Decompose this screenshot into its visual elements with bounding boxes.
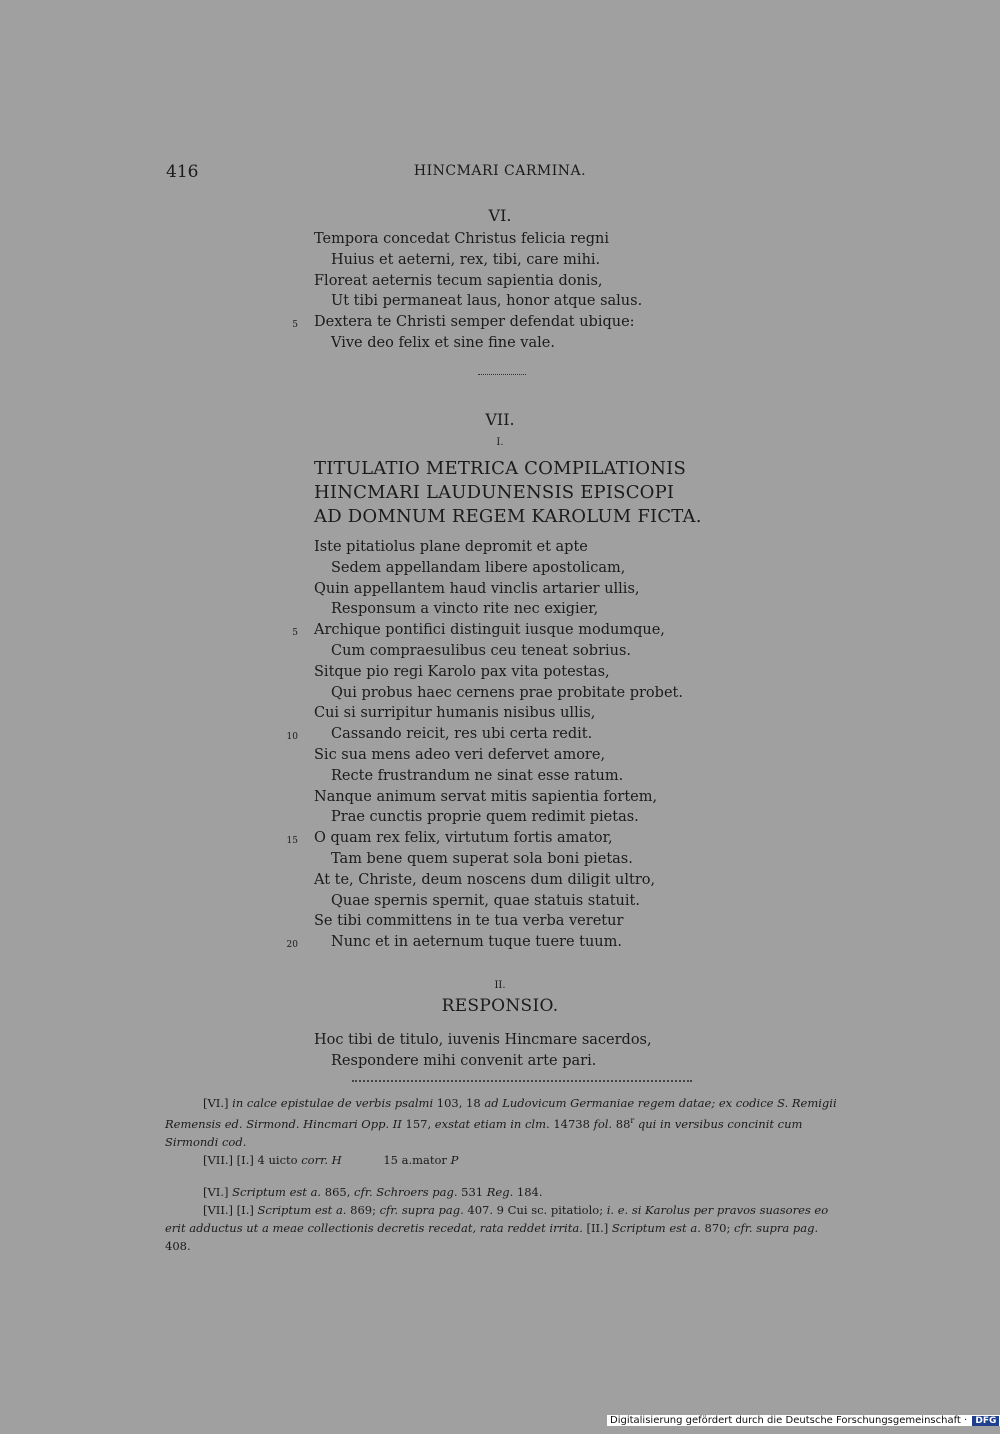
verse-text: Cum compraesulibus ceu teneat sobrius.	[331, 642, 632, 659]
verse-text: Iste pitatiolus plane depromit et apte	[314, 539, 588, 555]
footnotes	[165, 1094, 837, 1255]
verse-line	[314, 579, 754, 600]
verse-line	[286, 932, 754, 953]
verse-text: Sedem appellandam libere apostolicam,	[331, 559, 626, 576]
line-number: 15	[286, 836, 298, 847]
verse-text: Archique pontifici distinguit iusque modumque,	[314, 622, 665, 639]
footer-text: Digitalisierung gefördert durch die Deutsche Forschungsgemeinschaft ·	[610, 1415, 971, 1426]
verse-text: Responsum a vincto rite nec exigier,	[331, 601, 599, 618]
verse-text: Qui probus haec cernens prae probitate probet.	[331, 684, 683, 701]
verse-text: Prae cunctis proprie quem redimit pietas.	[331, 809, 639, 826]
verse-text: Tam bene quem superat sola boni pietas.	[331, 850, 633, 867]
verse-line	[314, 662, 754, 683]
verse-text: Quin appellantem haud vinclis artarier ullis,	[314, 580, 640, 597]
verse-line	[314, 745, 754, 766]
title-line-2: HINCMARI LAUDUNENSIS EPISCOPI	[314, 482, 675, 503]
line-number: 5	[292, 628, 298, 639]
verse-line	[292, 620, 754, 641]
verse-line	[314, 870, 754, 891]
verse-text: Huius et aeterni, rex, tibi, care mihi.	[331, 251, 601, 268]
verse-text: Floreat aeternis tecum sapientia donis,	[314, 272, 603, 289]
running-title: HINCMARI CARMINA.	[413, 163, 587, 179]
footnote-critical-7: [VII.] [I.] 4 uicto corr. H 15 a.mator P	[203, 1152, 459, 1167]
title-line-1: TITULATIO METRICA COMPILATIONIS	[314, 458, 687, 479]
truncated-line-fragment	[352, 1080, 692, 1082]
verse-text: Tempora concedat Christus felicia regni	[314, 231, 609, 247]
verse-text: Sic sua mens adeo veri defervet amore,	[314, 746, 606, 763]
verse-text: Hoc tibi de titulo, iuvenis Hincmare sacerdos,	[314, 1032, 652, 1048]
line-number: 5	[292, 320, 298, 331]
verse-text: Nunc et in aeternum tuque tuere tuum.	[331, 934, 623, 951]
verse-text: Ut tibi permaneat laus, honor atque salus.	[331, 293, 643, 310]
verse-line	[314, 703, 754, 724]
verse-text: Quae spernis spernit, quae statuis statuit.	[331, 892, 640, 909]
verse-line	[314, 766, 754, 787]
verse-line	[314, 849, 754, 870]
section-separator	[478, 374, 526, 375]
poem7-heading: VII.	[485, 410, 515, 429]
verse-line	[314, 229, 754, 250]
verse-line	[314, 891, 754, 912]
dfg-footer	[607, 1415, 1000, 1426]
line-number: 20	[286, 940, 298, 951]
verse-text: Recte frustrandum ne sinat esse ratum.	[331, 767, 624, 784]
verse-line	[314, 641, 754, 662]
responsio-body	[314, 1030, 754, 1072]
verse-text: Cui si surripitur humanis nisibus ullis,	[314, 705, 596, 722]
verse-line	[286, 724, 754, 745]
verse-text: Respondere mihi convenit arte pari.	[331, 1052, 597, 1069]
footnote-critical-6: [VI.] in calce epistulae de verbis psalmi 103, 18 ad Ludovicum Germaniae regem datae; ex codice S. Remigii Remensis ed. Sirmond. Hincmari Opp. II 157, exstat etiam in clm. 14738 fol. 88$^r$ qui in versibus concinit cum Sirmondi cod.	[165, 1096, 837, 1149]
responsio-title: RESPONSIO.	[441, 996, 559, 1016]
footnote-comment-7: [VII.] [I.] Scriptum est a. 869; cfr. supra pag. 407. 9 Cui sc. pitatiolo; i. e. si Karolus per pravos suasores eo erit adductus ut a meae collectionis decretis recedat, rata reddet irrita. [II.] Scriptum est a. 870; cfr. supra pag. 408.	[165, 1202, 829, 1253]
line-number: 10	[286, 732, 298, 743]
footnote-comment-6: [VI.] Scriptum est a. 865, cfr. Schroers pag. 531 Reg. 184.	[203, 1184, 543, 1199]
poem7-title	[314, 457, 734, 529]
verse-line	[314, 807, 754, 828]
title-line-3: AD DOMNUM REGEM KAROLUM FICTA.	[314, 506, 702, 527]
verse-line	[286, 828, 754, 849]
verse-text: Nanque animum servat mitis sapientia fortem,	[314, 788, 658, 805]
verse-text: Sitque pio regi Karolo pax vita potestas,	[314, 663, 610, 680]
dfg-logo-icon: DFG	[972, 1416, 999, 1426]
verse-text: O quam rex felix, virtutum fortis amator,	[314, 830, 613, 847]
verse-text: Se tibi committens in te tua verba veretur	[314, 913, 624, 930]
verse-line	[314, 558, 754, 579]
verse-line	[314, 1030, 754, 1051]
verse-line	[314, 291, 754, 312]
page-number: 416	[166, 162, 199, 182]
verse-text: Vive deo felix et sine fine vale.	[331, 334, 555, 351]
poem6-body	[292, 229, 754, 354]
verse-line	[314, 1051, 754, 1072]
poem7-body	[286, 537, 754, 953]
verse-line	[314, 683, 754, 704]
verse-line	[314, 537, 754, 558]
verse-line	[314, 599, 754, 620]
verse-line	[314, 333, 754, 354]
poem7-part1-label: I.	[496, 437, 504, 448]
verse-line	[314, 250, 754, 271]
verse-line	[292, 312, 754, 333]
verse-line	[314, 787, 754, 808]
poem6-heading: VI.	[488, 206, 512, 225]
verse-text: Dextera te Christi semper defendat ubique:	[314, 314, 635, 331]
verse-text: Cassando reicit, res ubi certa redit.	[331, 726, 593, 743]
poem7-part2-label: II.	[494, 980, 506, 991]
verse-line	[314, 911, 754, 932]
verse-line	[314, 271, 754, 292]
verse-text: At te, Christe, deum noscens dum diligit ultro,	[314, 871, 656, 888]
